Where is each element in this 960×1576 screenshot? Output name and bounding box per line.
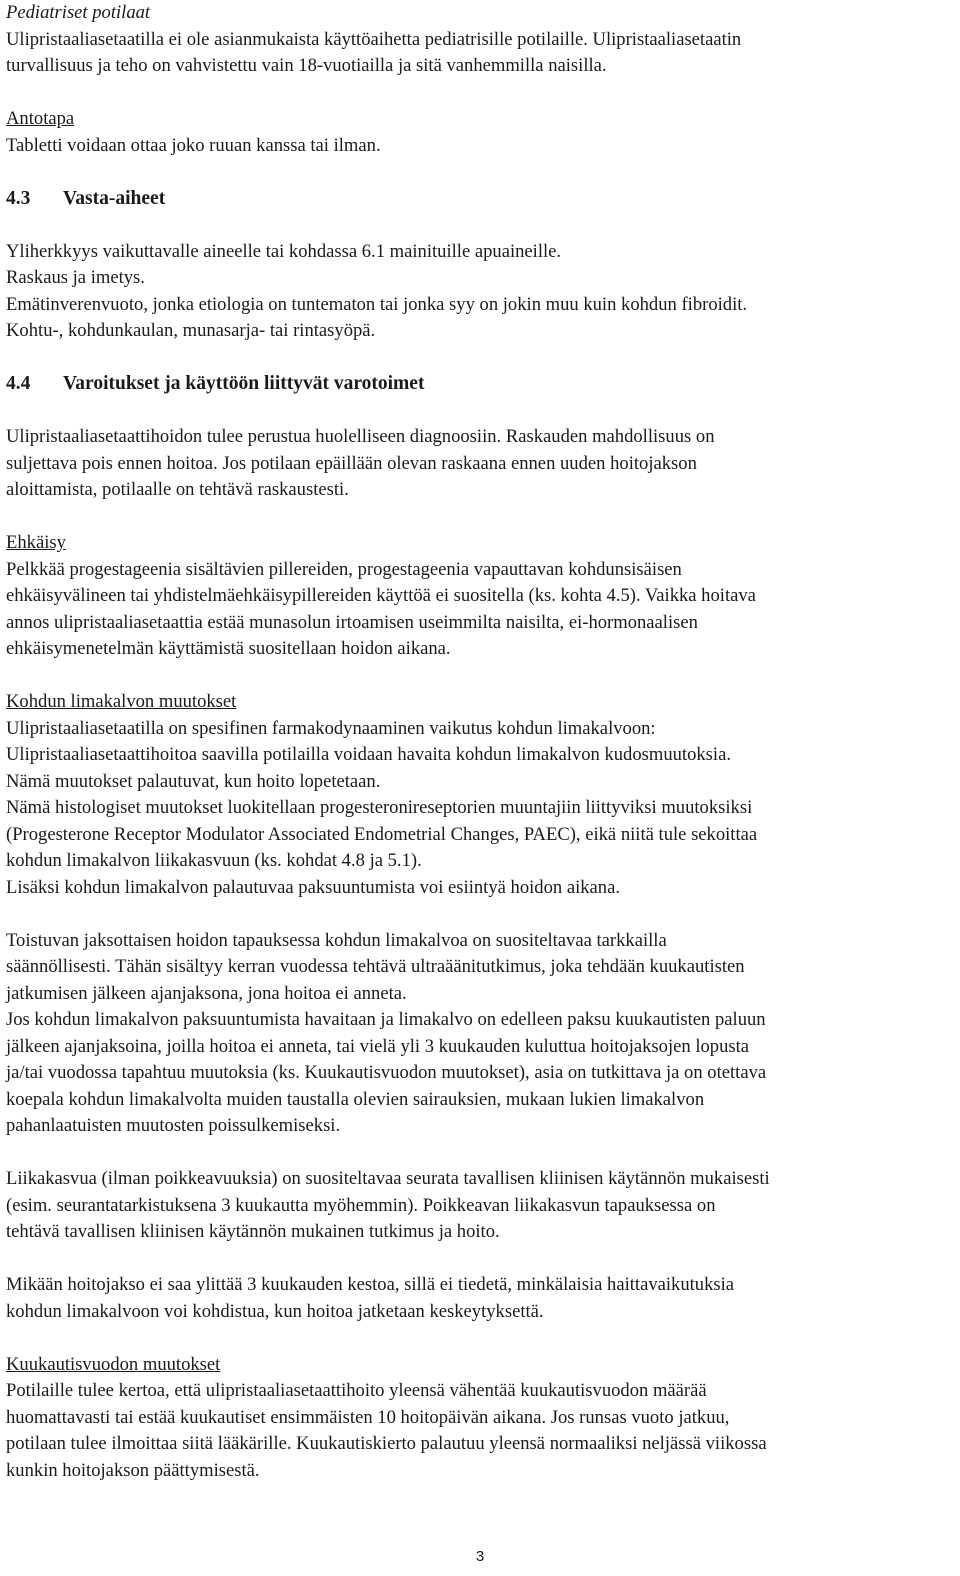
text-line: (Progesterone Receptor Modulator Associated Endometrial Changes, PAEC), eikä niitä tule sekoittaa [6,823,758,845]
section-number: 4.4 [6,373,31,394]
paragraph-gap [6,1246,954,1273]
text-line: Liikakasvua (ilman poikkeavuuksia) on suositeltavaa seurata tavallisen kliinisen käytännön mukaisesti [6,1168,770,1189]
text-line: Nämä histologiset muutokset luokitellaan progesteronireseptorien muuntajiin liittyviksi muutoksiksi [6,797,753,818]
text-line: (esim. seurantatarkistuksena 3 kuukautta myöhemmin). Poikkeavan liikakasvun tapauksessa on [6,1194,716,1216]
text-line: Ulipristaaliasetaattihoitoa saavilla potilailla voidaan havaita kohdun limakalvon kudosmuutoksia. [6,744,731,765]
text-line: Kohtu-, kohdunkaulan, munasarja- tai rintasyöpä. [6,320,376,341]
text-line: Pelkkää progestageenia sisältävien pillereiden, progestageenia vapauttavan kohdunsisäisen [6,558,682,580]
paragraph-gap [6,398,954,425]
text-line: jatkumisen jälkeen ajanjaksona, jona hoitoa ei anneta. [6,982,407,1004]
text-line: aloittamista, potilaalle on tehtävä raskaustesti. [6,479,349,500]
text-line: kohdun limakalvoon voi kohdistua, kun hoitoa jatketaan keskeytyksettä. [6,1300,544,1322]
subheading: Ehkäisy [6,532,66,553]
text-line: Potilaille tulee kertoa, että ulipristaaliasetaattihoito yleensä vähentää kuukautisvuodon määrää [6,1380,707,1401]
text-line: säännöllisesti. Tähän sisältyy kerran vuodessa tehtävä ultraäänitutkimus, joka tehdään kuukautisten [6,956,745,977]
text-line: Lisäksi kohdun limakalvon palautuvaa paksuuntumista voi esiintyä hoidon aikana. [6,876,620,898]
subheading: Antotapa [6,108,75,129]
paragraph-gap [6,1325,954,1352]
text-line: turvallisuus ja teho on vahvistettu vain 18-vuotiailla ja sitä vanhemmilla naisilla. [6,55,607,76]
section-heading [6,371,954,398]
text-line: Mikään hoitojakso ei saa ylittää 3 kuukauden kestoa, sillä ei tiedetä, minkälaisia haittavaikutuksia [6,1274,735,1295]
text-line: Nämä muutokset palautuvat, kun hoito lopetetaan. [6,770,381,792]
text-line: jälkeen ajanjaksoina, joilla hoitoa ei anneta, tai vielä yli 3 kuukauden kuluttua hoitojaksojen lopusta [6,1035,750,1057]
paragraph-gap [6,1140,954,1167]
text-line: koepala kohdun limakalvolta muiden taustalla olevien sairauksien, mukaan lukien limakalvon [6,1088,705,1110]
text-line: Yliherkkyys vaikuttavalle aineelle tai kohdassa 6.1 mainituille apuaineille. [6,240,562,262]
text-line: Tabletti voidaan ottaa joko ruuan kanssa tai ilman. [6,134,381,156]
text-line: huomattavasti tai estää kuukautiset ensimmäisten 10 hoitopäivän aikana. Jos runsas vuoto jatkuu, [6,1406,730,1428]
text-line: ja/tai vuodossa tapahtuu muutoksia (ks. Kuukautisvuodon muutokset), asia on tutkittava ja on otettava [6,1062,767,1083]
paragraph-gap [6,345,954,372]
paragraph-gap [6,159,954,186]
subheading: Kohdun limakalvon muutokset [6,691,237,712]
paragraph-gap [6,663,954,690]
text-line: tehtävä tavallisen kliinisen käytännön mukainen tutkimus ja hoito. [6,1221,500,1242]
text-line: Ulipristaaliasetaatilla ei ole asianmukaista käyttöaihetta pediatrisille potilaille. Ulipristaaliasetaatin [6,28,742,50]
text-line: potilaan tulee ilmoittaa siitä lääkärille. Kuukautiskierto palautuu yleensä normaaliksi neljässä viikossa [6,1433,767,1454]
section-title: Varoitukset ja käyttöön liittyvät varotoimet [63,373,425,394]
text-line: Ulipristaaliasetaatilla on spesifinen farmakodynaaminen vaikutus kohdun limakalvoon: [6,717,656,739]
text-line: Jos kohdun limakalvon paksuuntumista havaitaan ja limakalvo on edelleen paksu kuukautisten paluun [6,1009,766,1030]
section-heading [6,186,954,213]
text-line: kunkin hoitojakson päättymisestä. [6,1459,260,1481]
text-line: ehkäisyvälineen tai yhdistelmäehkäisypillereiden käyttöä ei suositella (ks. kohta 4.5). Vaikka hoitava [6,585,756,606]
text-line: kohdun limakalvon liikakasvuun (ks. kohdat 4.8 ja 5.1). [6,850,422,871]
paragraph-gap [6,504,954,531]
paragraph-gap [6,212,954,239]
text-line: Raskaus ja imetys. [6,267,145,288]
text-line: pahanlaatuisten muutosten poissulkemiseksi. [6,1115,341,1136]
text-line: ehkäisymenetelmän käyttämistä suositellaan hoidon aikana. [6,638,451,659]
paragraph-gap [6,80,954,107]
section-number: 4.3 [6,187,31,209]
subheading: Kuukautisvuodon muutokset [6,1353,221,1375]
text-line: Toistuvan jaksottaisen hoidon tapauksessa kohdun limakalvoa on suositeltavaa tarkkailla [6,929,667,951]
paragraph-gap [6,901,954,928]
page-number: 3 [475,1548,485,1565]
text-line: annos ulipristaaliasetaattia estää munasolun irtoamisen useimmilta naisilta, ei-hormonaalisen [6,611,698,633]
section-title: Vasta-aiheet [63,187,166,209]
text-line: Ulipristaaliasetaattihoidon tulee perustua huolelliseen diagnoosiin. Raskauden mahdollisuus on [6,426,715,447]
text-line: suljettava pois ennen hoitoa. Jos potilaan epäillään olevan raskaana ennen uuden hoitojakson [6,452,697,474]
document-page [6,0,954,1484]
text-line: Emätinverenvuoto, jonka etiologia on tuntematon tai jonka syy on jokin muu kuin kohdun fibroidit. [6,293,748,315]
subheading: Pediatriset potilaat [6,2,151,23]
